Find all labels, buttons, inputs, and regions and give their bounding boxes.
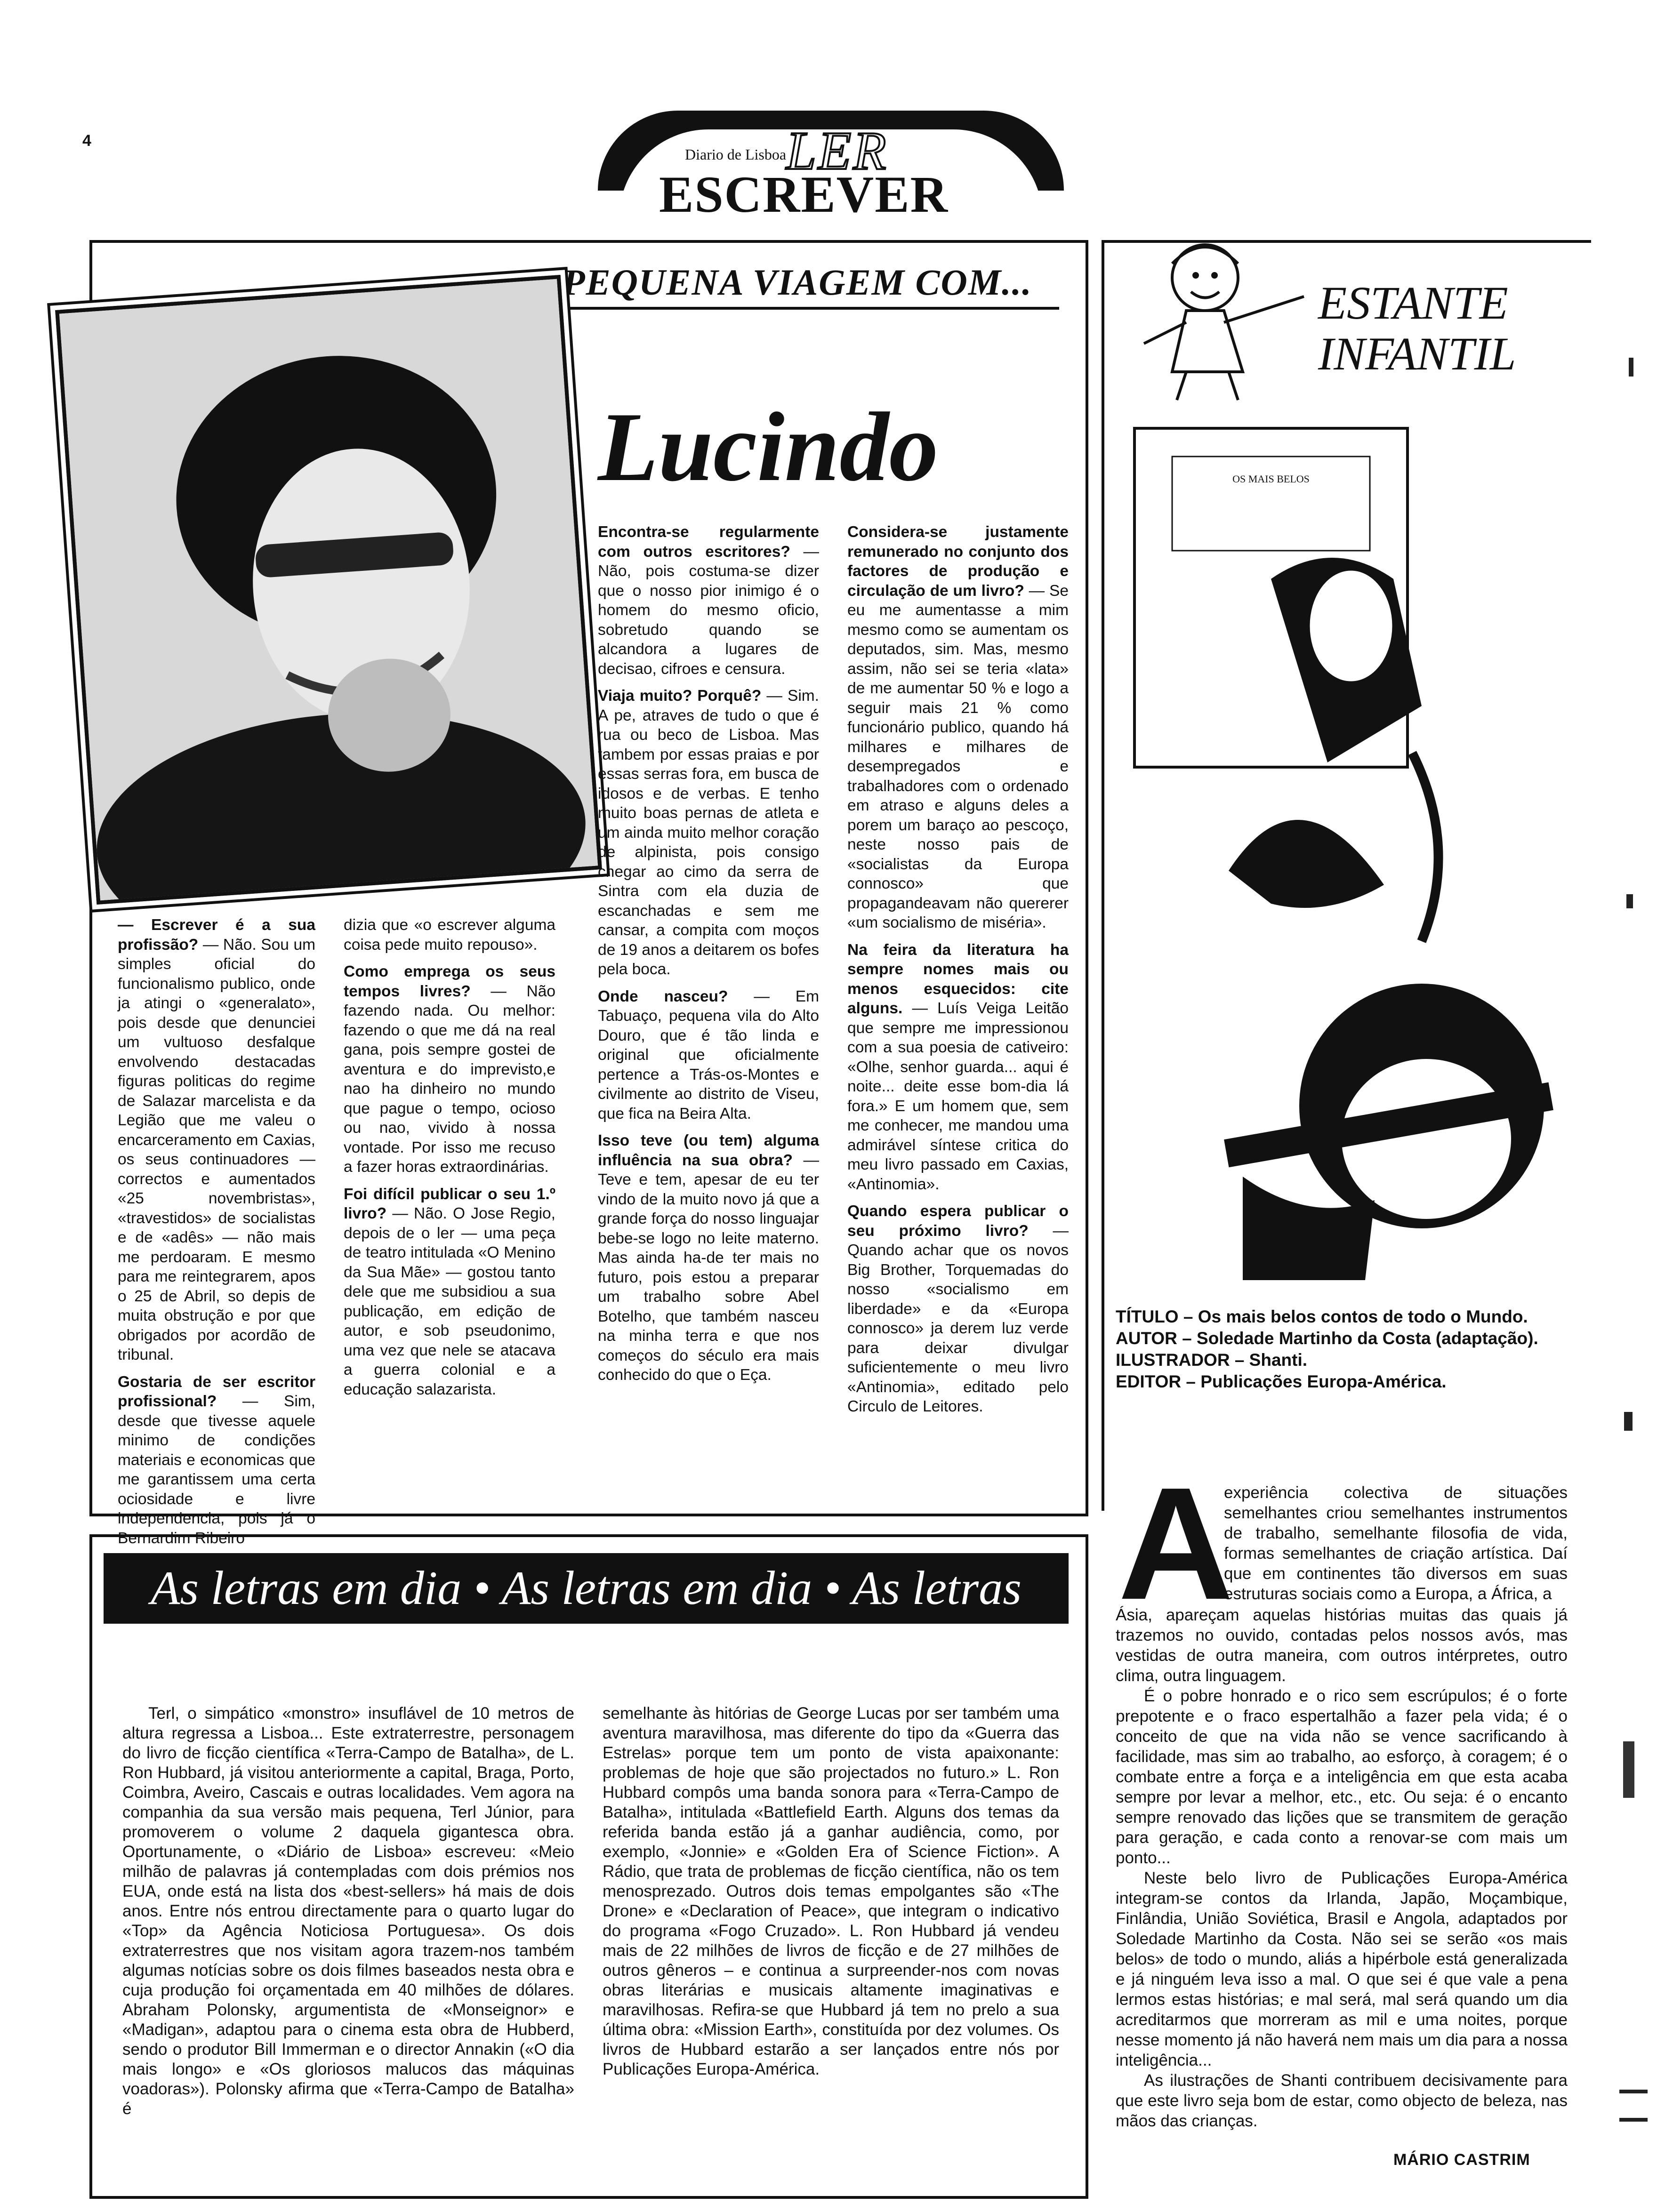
review-body: Ásia, apareçam aquelas histórias muitas das quais já trazemos no ouvido, contadas pelos nossos avós, mas vestidas de outra maneira, com outros intérpretes, outro clima, outra linguagem. É o pobre honrado e o rico sem escrúpulos; é o forte prepotente e o fraco espertalhão a fazer pela vida; é o conceito de que na vida não se vence sacrificando à facilidade, mas sim ao trabalho, ao esforço, à coragem; é o combate entre a força e a inteligência em que esta acaba sempre por levar a melhor, etc., etc. Ou seja: é o encanto sempre renovado das lições que se transmitem de geração para geração, e cada conto a renovar-se com mais um ponto... Neste belo livro de Publicações Europa-América integram-se contos da Irlanda, Japão, Moçambique, Finlândia, União Soviética, Brasil e Angola, adaptados por Soledade Martinho da Costa. Não sei se serão «os mais belos» de todo o mundo, aliás a hipérbole está generalizada e já ninguém leva isso a mal. O que sei é que vale a pena lermos estas histórias; e mal será, mal será quando um dia acreditarmos que morreram as mil e uma noites, porque nesse momento já não haverá nem mais um dia para a nossa inteligência... As ilustrações de Shanti contribuem decisivamente para que este livro seja bom de estar, como objecto de beleza, nas mãos das crianças. <box>1116 1606 1568 2130</box>
page-number: 4 <box>82 132 91 150</box>
qa-6: Encontra-se regularmente com outros escritores? — Não, pois costuma-se dizer que o nosso pior inimigo é o homem do mesmo oficio, sobretudo quando se alcandora a lugares de decisao, cifroes e censura. <box>598 523 820 678</box>
review-intro: experiência colectiva de situações semelhantes criou semelhantes instrumentos de trabalho, semelhante filosofia de vida, formas semelhantes de criação artística. Daí que em continentes tão diversos em suas estruturas sociais como a Europa, a África, a <box>1224 1483 1568 1603</box>
book-author: AUTOR – Soledade Martinho da Costa (adaptação). <box>1116 1329 1538 1348</box>
masthead-escrever: ESCREVER <box>659 166 949 223</box>
qa-11: Na feira da literatura ha sempre nomes mais ou menos esquecidos: cite alguns. — Luís Veiga Leitão que sempre me impressionou com a sua poesia de cativeiro: «Olhe, senhor guarda... aqui é noite... deite esse bom-dia lá fora.» E um homem que, sem me conhecer, me mandou uma admirável síntese critica do meu livro passado em Caxias, «Antinomia». <box>847 941 1069 1193</box>
book-cover-title: OS MAIS BELOS <box>1232 473 1310 485</box>
qa-2: Gostaria de ser escritor profissional? — Sim, desde que tivesse aquele minimo de condições materiais e economicas que me garantissem uma certa ociosidade e livre independencia, pois já o Bernardim Ribeiro <box>118 1373 315 1547</box>
letras-column-1: Terl, o simpático «monstro» insuflável de 10 metros de altura regressa a Lisboa... Este extraterrestre, personagem do livro de ficção científica «Terra-Campo de Batalha», de L. Ron Hubbard, já visitou anteriormente a capital, Braga, Porto, Coimbra, Aveiro, Cascais e outras localidades. Vem agora na companhia da sua versão mais pequena, Terl Júnior, para promoverem o volume 2 daquela gigantesca obra. Oportunamente, o «Diário de Lisboa» escreveu: «Meio milhão de palavras já contempladas com dois prémios nos EUA, onde está na lista dos «best-sellers» há mais de dois anos. Entre nós entrou directamente para o quarto lugar do «Top» da Agência Noticiosa Portuguesa». Os dois extraterrestres que nos visitam agora trazem-nos também algumas notícias sobre os dois filmes baseados nesta obra e cuja produção foi orçamentada em 40 milhões de dólares. Abraham Polonsky, argumentista de «Monseignor» e «Madigan», adaptou para o cinema esta obra de Hubberd, sendo o produtor Bill Immerman e o director Annakin («O dia mais longo» e «Os gloriosos malucos das máquinas voadoras»). Polonsky afirma que «Terra-Campo de Batalha» é <box>122 1704 574 2118</box>
estante-title: ESTANTE INFANTIL <box>1318 277 1516 380</box>
interview-headline: Lucindo <box>598 393 939 502</box>
book-illustrator: ILUSTRADOR – Shanti. <box>1116 1350 1308 1370</box>
qa-9: Isso teve (ou tem) alguma influência na sua obra? — Teve e tem, apesar de eu ter vindo de la muito novo já que a grande força do nosso linguajar bebe-se logo no leite materno. Mas ainda ha-de ter mais no futuro, pois estou a preparar um trabalho sobre Abel Botelho, que também nasceu na minha terra e que nos começos do século era mais conhecido do que o Eça. <box>598 1132 819 1384</box>
qa-8: Onde nasceu? — Em Tabuaço, pequena vila do Alto Douro, que é tão linda e original que oficialmente pertence a Trás-os-Montes e civilmente ao distrito de Viseu, que fica na Beira Alta. <box>598 987 819 1122</box>
qa-4: Como emprega os seus tempos livres? — Não fazendo nada. Ou melhor: fazendo o que me dá na real gana, pois sempre gostei de aventura e do imprevisto,e nao ha dinheiro no mundo que pague o tempo, ocioso ou nao, vivido à nossa vontade. Por isso me recuso a fazer horas extraordinárias. <box>344 963 555 1176</box>
interview-column-4 <box>847 522 1069 1424</box>
book-illustration <box>1130 424 1553 1285</box>
letras-column-2: semelhante às hitórias de George Lucas por ser também uma aventura maravilhosa, mas diferente do tipo da «Guerra das Estrelas» porque tem um ponto de vista apaixonante: problemas de hoje que são projectados no futuro.» L. Ron Hubbard compôs uma banda sonora para «Terra-Campo de Batalha», intitulada «Battlefield Earth. Alguns dos temas da referida banda estão já a ganhar audiência, como, por exemplo, «Jonnie» e «Golden Era of Science Fiction». A Rádio, que trata de problemas de ficção científica, não os tem menosprezado. Outros dois temas empolgantes são «The Drone» e «Declaration of Peace», que integram o indicativo do programa «Fogo Cruzado». L. Ron Hubbard já vendeu mais de 22 milhões de livros de ficção e de 27 milhões de outros gêneros – e continua a surpreender-nos com novas obras literárias e musicais altamente imaginativas e maravilhosas. Refira-se que Hubbard já tem no prelo a sua última obra: «Mission Earth», constituída por dez volumes. Os livros de Hubbard estarão a ser lançados entre nós por Publicações Europa-América. <box>603 1704 1059 2078</box>
interview-kicker: PEQUENA VIAGEM COM... <box>563 262 1032 303</box>
interview-column-2 <box>344 915 555 1407</box>
qa-5: Foi difícil publicar o seu 1.º livro? — Não. O Jose Regio, depois de o ler — uma peça de teatro intitulada «O Menino da Sua Mãe» — gostou tanto dele que me subsidiou a sua publicação, em edição de autor, e sob pseudonimo, uma vez que nele se atacava a guerra colonial e a educação salazarista. <box>344 1185 555 1398</box>
masthead <box>598 111 1064 223</box>
book-editor: EDITOR – Publicações Europa-América. <box>1116 1372 1447 1391</box>
author-portrait-photo <box>55 275 602 905</box>
review-signature: MÁRIO CASTRIM <box>1393 2151 1530 2169</box>
qa-10: Considera-se justamente remunerado no conjunto dos factores de produção e circulação de um livro? — Se eu me aumentasse a mim mesmo como se aumentam os deputados, sim. Mas, mesmo assim, não sei se teria «lata» de me aumentar 50 % e logo a seguir mais 21 % como funcionário publico, quando há milhares e milhares de desempregados e trabalhadores com o ordenado em atraso e alguns deles a porem um baraço ao pescoço, neste nosso pais de «socialistas da Europa connosco» que propagandeavam não quererer «um socialismo de miséria». <box>847 523 1069 931</box>
qa-1: — Escrever é a sua profissão? — Não. Sou um simples oficial do funcionalismo publico, onde ja atingi o «generalato», pois desde que denunciei um vultuoso desfalque envolvendo destacadas figuras politicas do regime de Salazar marcelista e da Legião que me valeu o encarceramento em Caxias, os seus continuadores — correctos e aumentados «25 novembristas», «travestidos» de socialistas e de «adês» — não mais me perdoaram. E mesmo para me reintegrarem, apos o 25 de Abril, so depis de muita obstrução e por que obrigados por acordão de tribunal. <box>118 916 315 1363</box>
letras-banner: As letras em dia • As letras em dia • As letras <box>104 1553 1069 1624</box>
masthead-newspaper-name: Diario de Lisboa <box>685 146 787 163</box>
review-dropcap: A <box>1118 1454 1234 1633</box>
interview-column-1 <box>118 915 315 1555</box>
cartoon-child-icon <box>1116 221 1313 409</box>
qa-12: Quando espera publicar o seu próximo livro? — Quando achar que os novos Big Brother, Torquemadas do nosso «socialismo em liberdade» e da «Europa connosco» ja derem luz verde para deixar divulgar suficientemente o meu livro «Antinomia», editado pelo Circulo de Leitores. <box>847 1202 1069 1415</box>
scan-edge-marks <box>1619 0 1648 2212</box>
book-caption <box>1116 1306 1568 1393</box>
portrait-image <box>59 279 598 901</box>
interview-column-3 <box>598 522 819 1393</box>
book-title: TÍTULO – Os mais belos contos de todo o Mundo. <box>1116 1307 1528 1326</box>
qa-7: Viaja muito? Porquê? — Sim. A pe, atraves de tudo o que é rua ou beco de Lisboa. Mas tambem por essas praias e por essas serras fora, em busca de idosos e de verbas. E tenho muito boas pernas de atleta e um ainda muito melhor coração de alpinista, pois consigo chegar ao cimo da serra de Sintra com ela duzia de escanchadas e sem me cansar, a compita com moços de 19 anos a deitarem os bofes pela boca. <box>598 687 819 978</box>
qa-3: dizia que «o escrever alguma coisa pede muito repouso». <box>344 916 555 954</box>
masthead-ler: LER <box>786 121 888 181</box>
